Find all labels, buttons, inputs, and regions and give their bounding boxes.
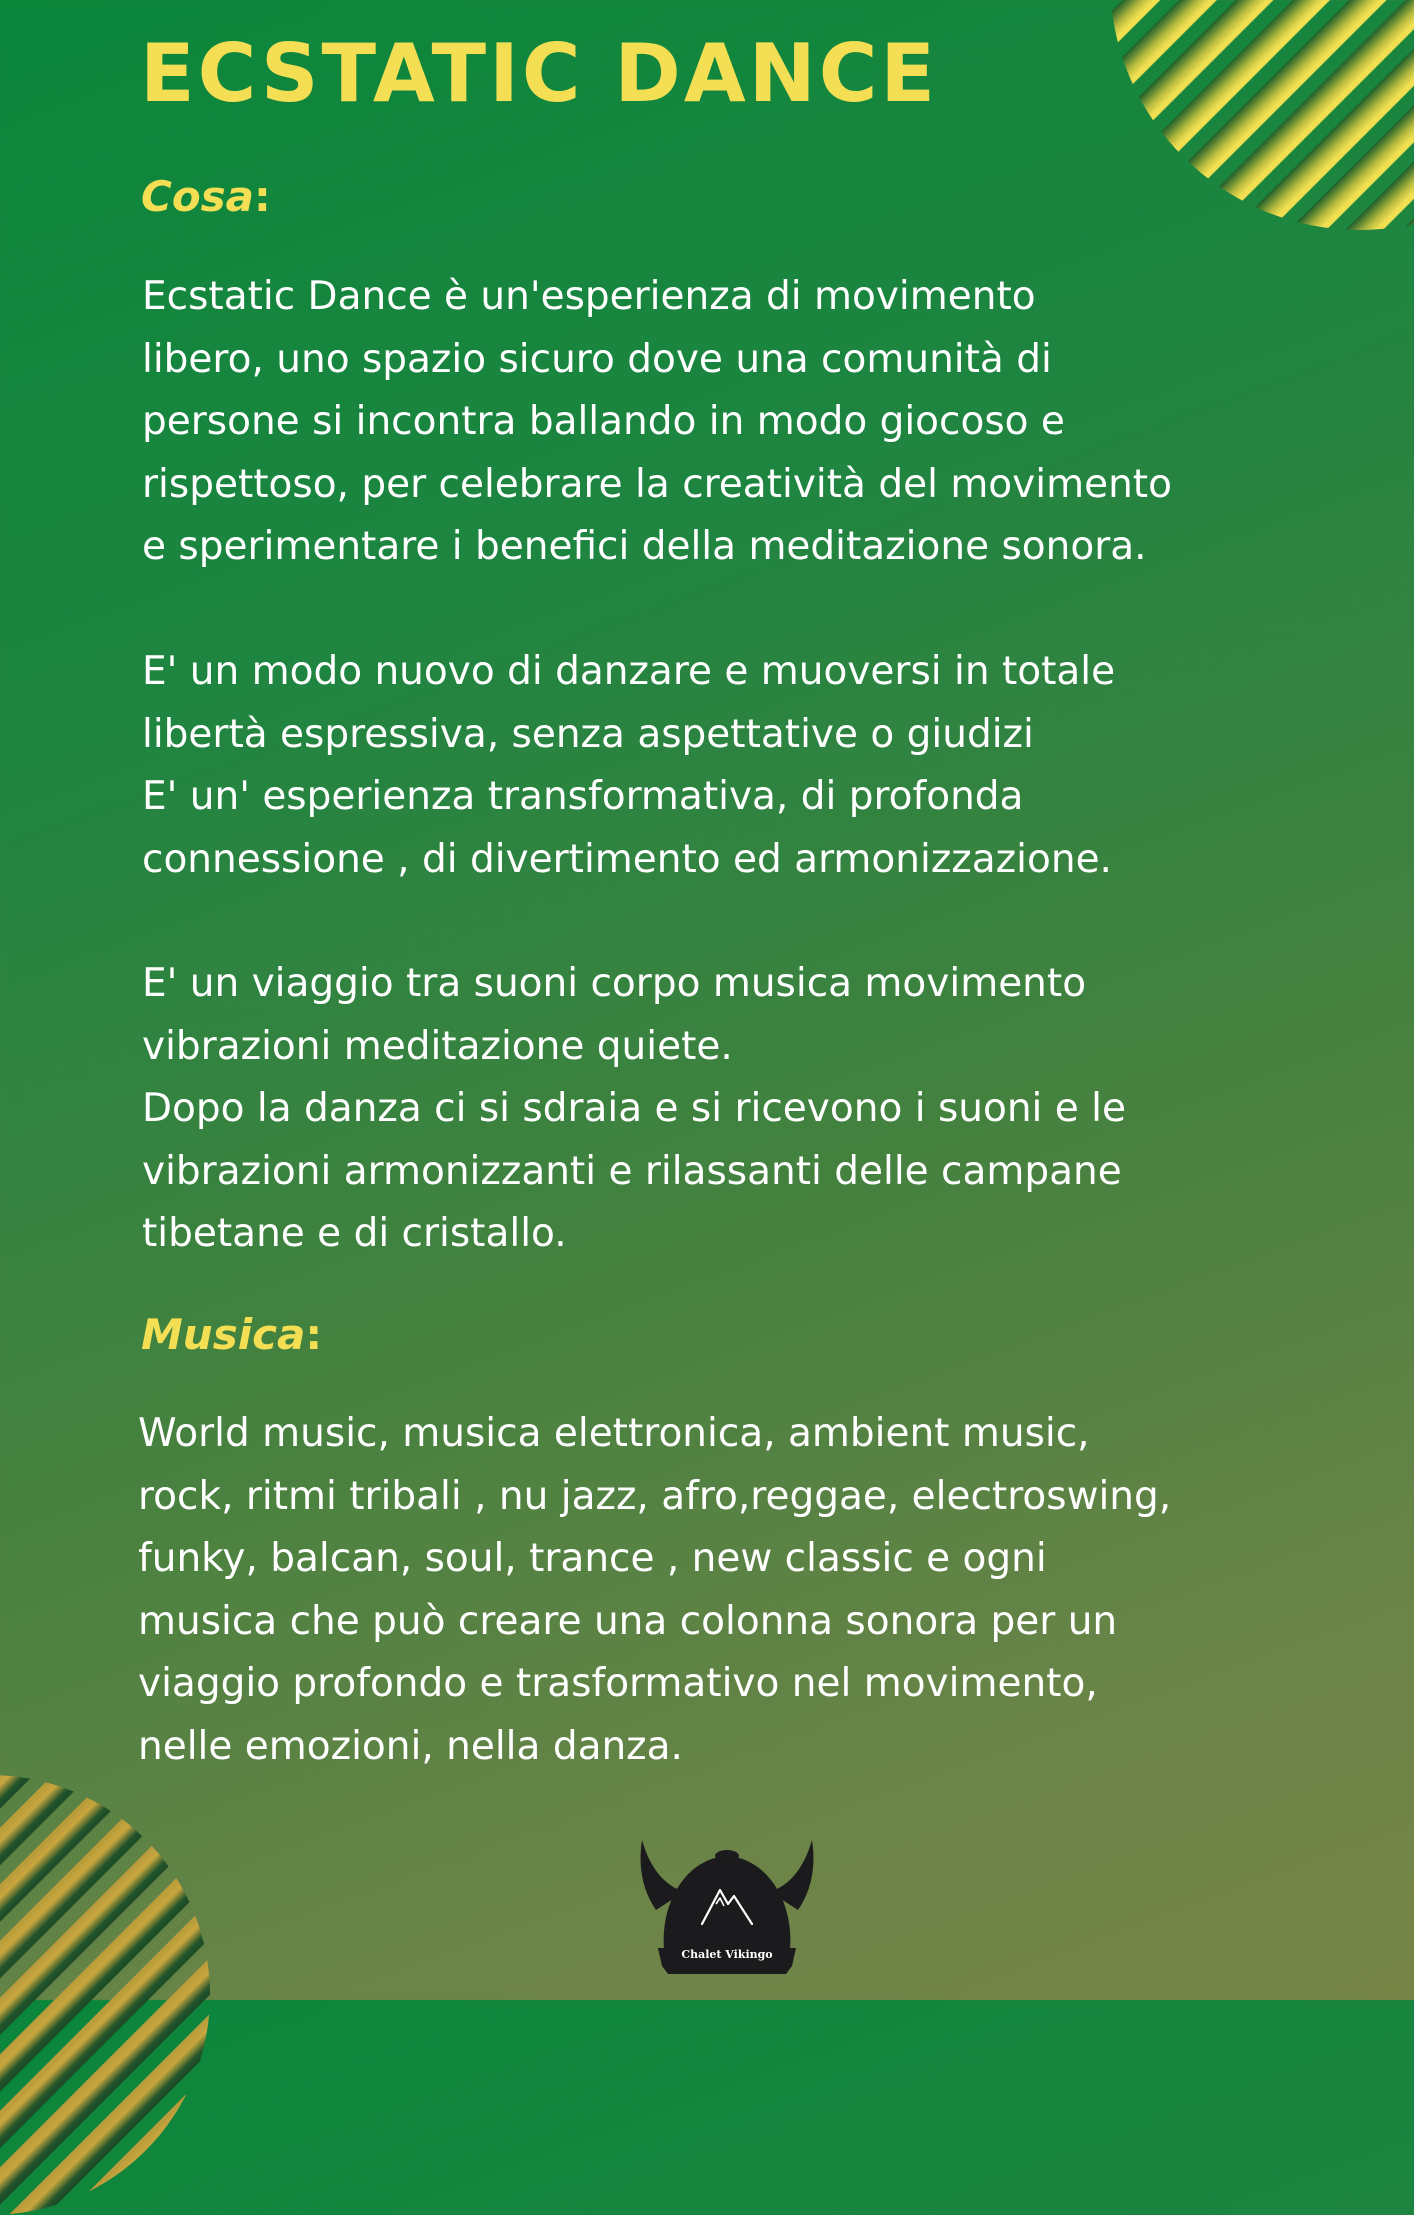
- stripe-decoration-bottom-left: [0, 1775, 210, 2215]
- paragraph-line: viaggio profondo e trasformativo nel movimento,: [138, 1661, 1098, 1706]
- paragraph-line: musica che può creare una colonna sonora per un: [138, 1598, 1118, 1644]
- paragraph-line: persone si incontra ballando in modo giocoso e: [142, 399, 1065, 444]
- paragraph-line: World music, musica elettronica, ambient music,: [138, 1411, 1090, 1456]
- paragraph-line: connessione , di divertimento ed armonizzazione.: [142, 836, 1112, 882]
- section-heading-cosa: [141, 172, 271, 222]
- cosa-paragraph-3: [142, 953, 1126, 1266]
- paragraph-line: funky, balcan, soul, trance , new classic e ogni: [138, 1536, 1047, 1581]
- paragraph-line: rispettoso, per celebrare la creatività del movimento: [142, 461, 1172, 507]
- paragraph-line: E' un modo nuovo di danzare e muoversi in totale: [142, 649, 1116, 694]
- section-heading-musica-colon: :: [305, 1310, 323, 1359]
- section-heading-musica-label: Musica: [141, 1310, 306, 1359]
- paragraph-line: vibrazioni armonizzanti e rilassanti delle campane: [142, 1148, 1122, 1194]
- paragraph-line: E' un' esperienza transformativa, di profonda: [142, 774, 1024, 819]
- section-heading-cosa-label: Cosa: [141, 172, 255, 221]
- page-title: ECSTATIC DANCE: [140, 27, 939, 120]
- paragraph-line: vibrazioni meditazione quiete.: [142, 1023, 733, 1069]
- paragraph-line: e sperimentare i benefici della meditazione sonora.: [142, 524, 1147, 569]
- chalet-vikingo-logo: [636, 1840, 818, 1985]
- paragraph-line: E' un viaggio tra suoni corpo musica movimento: [142, 961, 1087, 1006]
- paragraph-line: Ecstatic Dance è un'esperienza di movimento: [142, 274, 1036, 319]
- stripe-decoration-top-right: [1110, 0, 1414, 230]
- paragraph-line: libertà espressiva, senza aspettative o giudizi: [142, 711, 1034, 757]
- section-heading-cosa-colon: :: [254, 172, 271, 221]
- logo-text: Chalet Vikingo: [681, 1948, 773, 1961]
- paragraph-line: Dopo la danza ci si sdraia e si ricevono i suoni e le: [142, 1086, 1127, 1131]
- paragraph-line: nelle emozioni, nella danza.: [138, 1723, 683, 1769]
- paragraph-line: rock, ritmi tribali , nu jazz, afro,reggae, electroswing,: [138, 1473, 1172, 1519]
- section-heading-musica: [141, 1310, 322, 1360]
- cosa-paragraph-2: [142, 641, 1115, 891]
- paragraph-line: libero, uno spazio sicuro dove una comunità di: [142, 336, 1052, 382]
- cosa-paragraph-1: [142, 266, 1172, 579]
- paragraph-line: tibetane e di cristallo.: [142, 1211, 567, 1256]
- musica-paragraph: [138, 1403, 1171, 1778]
